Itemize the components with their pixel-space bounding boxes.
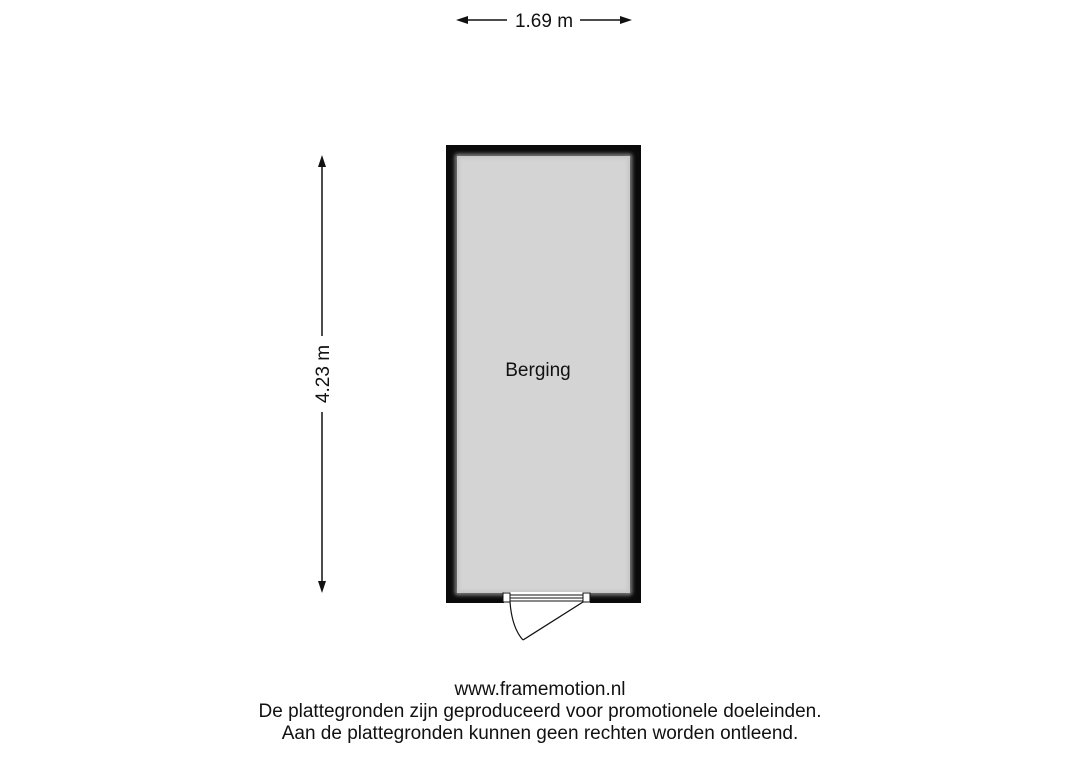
- door-swing-arc: [510, 602, 523, 640]
- height-arrow-up-icon: [318, 155, 326, 167]
- door: [503, 592, 590, 640]
- room-berging: [446, 145, 641, 603]
- height-arrow-down-icon: [318, 581, 326, 593]
- door-jamb-right: [583, 593, 590, 602]
- footer-website: www.framemotion.nl: [454, 679, 626, 700]
- room-label: Berging: [505, 360, 571, 381]
- height-dimension: [313, 155, 334, 593]
- width-dimension: [456, 11, 632, 32]
- width-dimension-label: 1.69 m: [514, 11, 574, 32]
- width-arrow-right-icon: [620, 16, 632, 24]
- width-arrow-left-icon: [456, 16, 468, 24]
- footer-disclaimer-line-2: Aan de plattegronden kunnen geen rechten worden ontleend.: [281, 723, 799, 744]
- door-leaf: [523, 602, 583, 640]
- height-dimension-label: 4.23 m: [313, 344, 334, 404]
- footer-disclaimer-line-1: De plattegronden zijn geproduceerd voor promotionele doeleinden.: [258, 701, 822, 722]
- footer: [0, 679, 1080, 745]
- door-jamb-left: [503, 593, 510, 602]
